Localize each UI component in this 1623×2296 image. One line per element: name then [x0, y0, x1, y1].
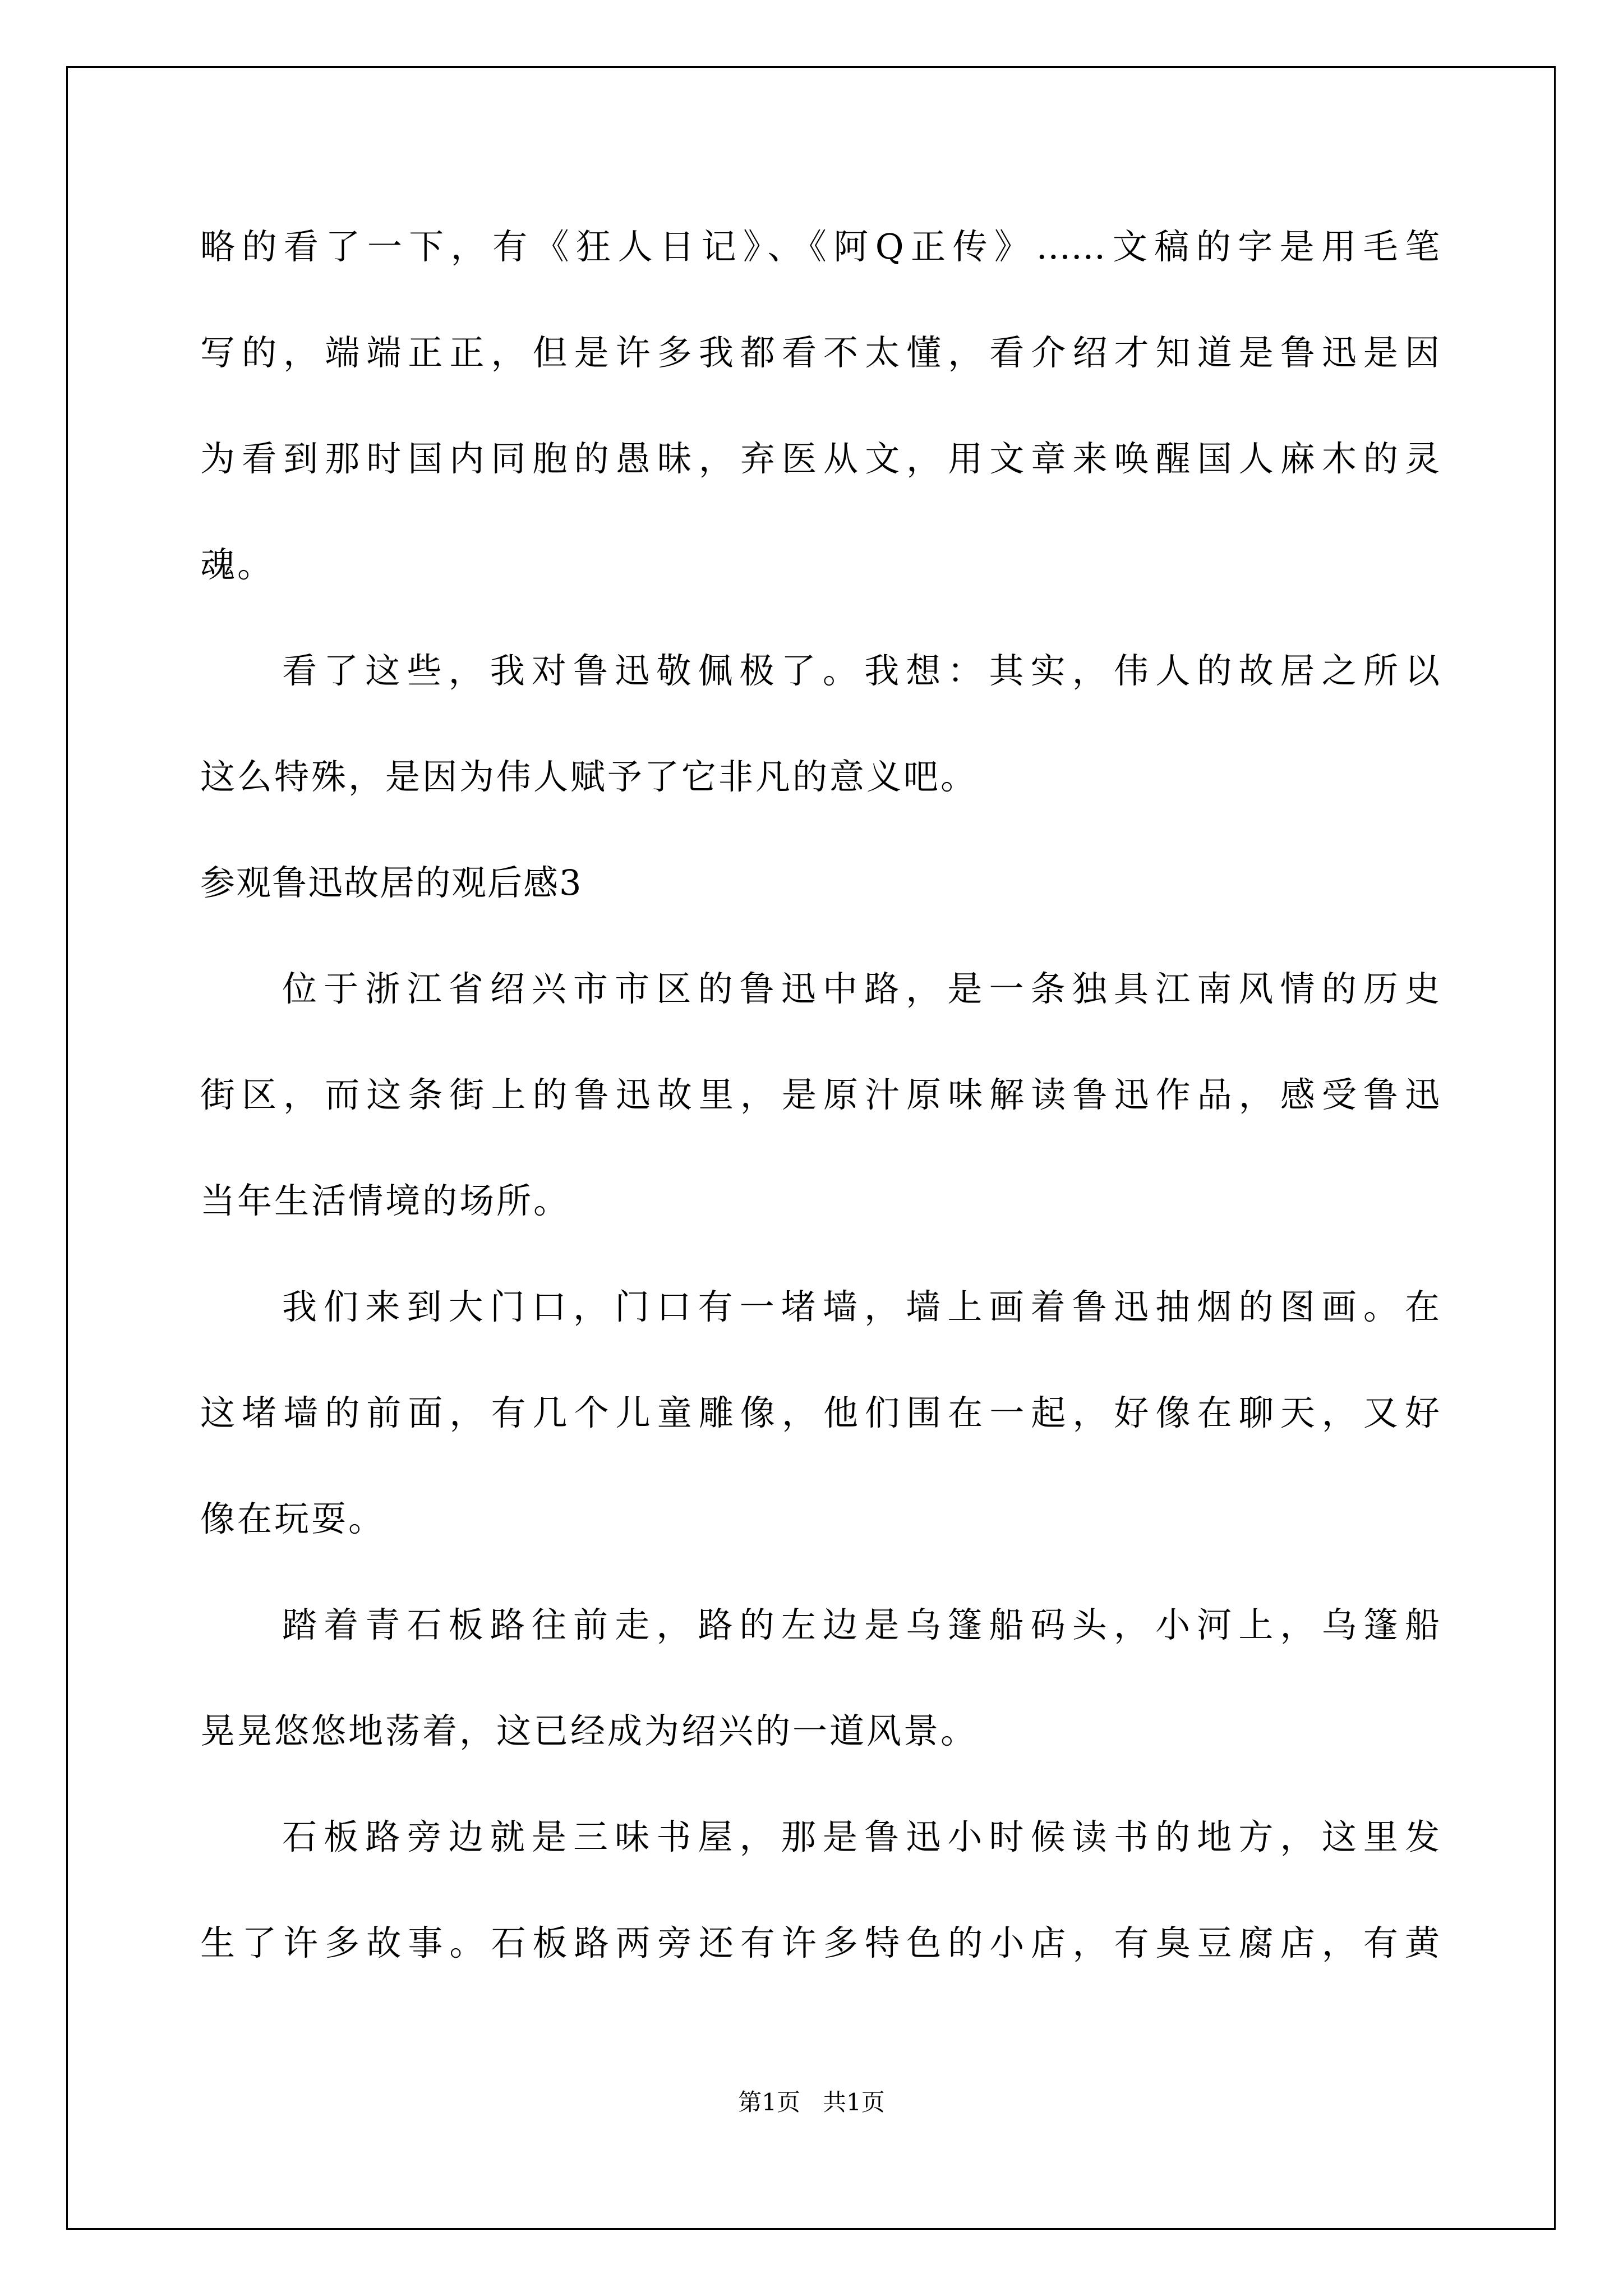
paragraph-start-line: 我们来到大门口，门口有一堵墙，墙上画着鲁迅抽烟的图画。在 — [282, 1286, 1440, 1327]
paragraph-start-line: 踏着青石板路往前走，路的左边是乌篷船码头，小河上，乌篷船 — [282, 1604, 1440, 1645]
text-line: 写的，端端正正，但是许多我都看不太懂，看介绍才知道是鲁迅是因 — [200, 332, 1440, 373]
text-line: 这么特殊，是因为伟人赋予了它非凡的意义吧。 — [200, 756, 978, 797]
paragraph-start-line: 看了这些，我对鲁迅敬佩极了。我想：其实，伟人的故居之所以 — [282, 650, 1440, 691]
page-border — [66, 66, 1556, 2230]
paragraph-start-line: 石板路旁边就是三味书屋，那是鲁迅小时候读书的地方，这里发 — [282, 1816, 1440, 1857]
page-footer: 第1页 共1页 — [738, 2088, 885, 2116]
text-line: 这堵墙的前面，有几个儿童雕像，他们围在一起，好像在聊天，又好 — [200, 1392, 1440, 1433]
text-line: 生了许多故事。石板路两旁还有许多特色的小店，有臭豆腐店，有黄 — [200, 1922, 1440, 1963]
text-line: 当年生活情境的场所。 — [200, 1180, 571, 1221]
text-line: 街区，而这条街上的鲁迅故里，是原汁原味解读鲁迅作品，感受鲁迅 — [200, 1074, 1440, 1115]
text-line: 为看到那时国内同胞的愚昧，弃医从文，用文章来唤醒国人麻木的灵 — [200, 438, 1440, 479]
text-line: 像在玩耍。 — [200, 1498, 386, 1539]
section-heading: 参观鲁迅故居的观后感3 — [200, 862, 583, 903]
text-line: 魂。 — [200, 544, 275, 585]
text-line: 略的看了一下，有《狂人日记》、《阿Q正传》……文稿的字是用毛笔 — [200, 226, 1440, 267]
text-line: 晃晃悠悠地荡着，这已经成为绍兴的一道风景。 — [200, 1710, 978, 1751]
paragraph-start-line: 位于浙江省绍兴市市区的鲁迅中路，是一条独具江南风情的历史 — [282, 968, 1440, 1009]
